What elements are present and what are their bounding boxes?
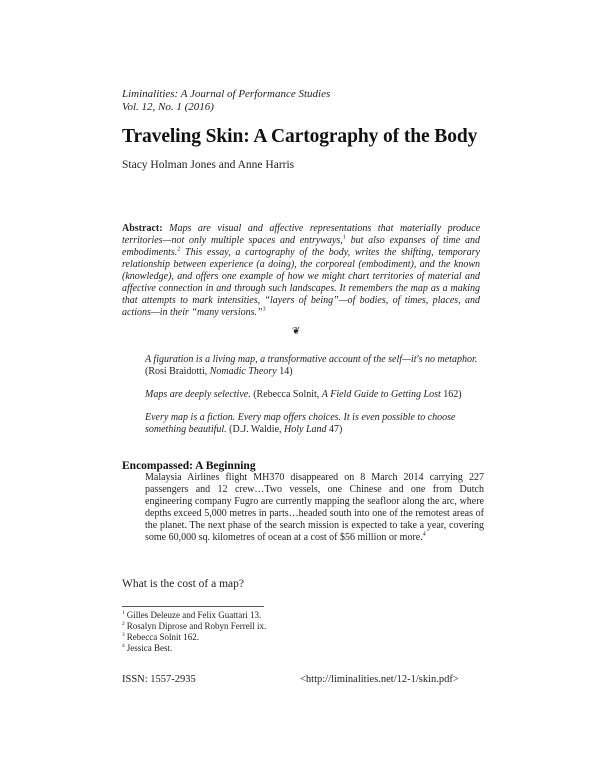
journal-header: [122, 88, 330, 114]
footnote-text: Jessica Best.: [126, 643, 173, 653]
block-quote-text: Malaysia Airlines flight MH370 disappeared on 8 March 2014 carrying 227 passengers and 12 crew…Two vessels, one Chinese and one from Dutch engineering company Fugro are currently mapping the seafloor along the arc, where depths exceed 5,000 metres in parts…headed south into one of the remotest areas of the planet. The next phase of the search mission is expected to take a year, covering some 60,000 sq. kilometres of ocean at a cost of $56 million or more.: [145, 472, 484, 543]
epigraph: [145, 412, 485, 436]
footnote-number: 2: [122, 621, 125, 627]
footnote-number: 1: [122, 610, 125, 616]
abstract: [122, 223, 480, 319]
abstract-text-2: but also expanses of time and embodiments.: [122, 235, 480, 258]
footnote-ref-2[interactable]: 2: [177, 246, 181, 253]
epigraph-quote: Maps are deeply selective.: [145, 389, 251, 400]
footnote-number: 4: [122, 643, 125, 649]
abstract-text-3: This essay, a cartography of the body, writes the shifting, temporary relationship between experience (a doing), the corporeal (embodiment), and the known (knowledge), and offers one example of how we might chart territories of material and affective connection in and through such landscapes. It remembers the map as a making that attempts to mark intensities, “layers of being”—of bodies, of times, places, and actions—in their “many versions.”: [122, 247, 480, 318]
abstract-text-1: Maps are visual and affective representations that materially produce territories—not only multiple spaces and entryways,: [122, 223, 481, 246]
epigraph-citation-pre: (Rebecca Solnit,: [250, 389, 322, 400]
journal-volume: Vol. 12, No. 1 (2016): [122, 101, 214, 113]
epigraphs: [145, 354, 485, 447]
footnote-text: Rosalyn Diprose and Robyn Ferrell ix.: [126, 621, 267, 631]
block-quote: [145, 472, 484, 544]
epigraph-citation-post: 162): [440, 389, 462, 400]
footnote-text: Rebecca Solnit 162.: [126, 632, 199, 642]
abstract-label: Abstract:: [122, 223, 163, 234]
epigraph-citation-pre: (Rosi Braidotti,: [145, 366, 210, 377]
epigraph-source: Holy Land: [284, 424, 327, 435]
issn: ISSN: 1557-2935: [122, 674, 196, 685]
epigraph: [145, 354, 485, 378]
footnote-divider: [122, 606, 264, 607]
section-heading: Encompassed: A Beginning: [122, 460, 256, 472]
footnote-ref-3[interactable]: 3: [262, 306, 266, 313]
footnote: [122, 610, 266, 621]
footnote: [122, 643, 266, 654]
section-ornament-icon: ❦: [292, 326, 301, 337]
epigraph-quote: A figuration is a living map, a transformative account of the self—it's no metaphor.: [145, 354, 478, 365]
article-authors: Stacy Holman Jones and Anne Harris: [122, 159, 295, 171]
footnote: [122, 632, 266, 643]
epigraph-source: A Field Guide to Getting Lost: [321, 389, 441, 400]
footnote-ref-1[interactable]: 1: [342, 234, 346, 241]
journal-name: Liminalities: A Journal of Performance Studies: [122, 88, 331, 100]
footnotes: [122, 610, 266, 654]
footnote: [122, 621, 266, 632]
epigraph-citation-post: 14): [276, 366, 293, 377]
body-paragraph: What is the cost of a map?: [122, 578, 244, 590]
footnote-text: Gilles Deleuze and Felix Guattari 13.: [126, 610, 262, 620]
article-url-link[interactable]: <http://liminalities.net/12-1/skin.pdf>: [300, 674, 459, 685]
article-title: Traveling Skin: A Cartography of the Body: [122, 126, 478, 147]
epigraph-quote: Every map is a fiction. Every map offers choices. It is even possible to choose something beautiful.: [145, 412, 456, 435]
footnote-number: 3: [122, 632, 125, 638]
epigraph-citation-post: 47): [326, 424, 343, 435]
epigraph: [145, 389, 485, 401]
footnote-ref-4[interactable]: 4: [422, 531, 426, 538]
epigraph-source: Nomadic Theory: [209, 366, 277, 377]
epigraph-citation-pre: (D.J. Waldie,: [226, 424, 285, 435]
